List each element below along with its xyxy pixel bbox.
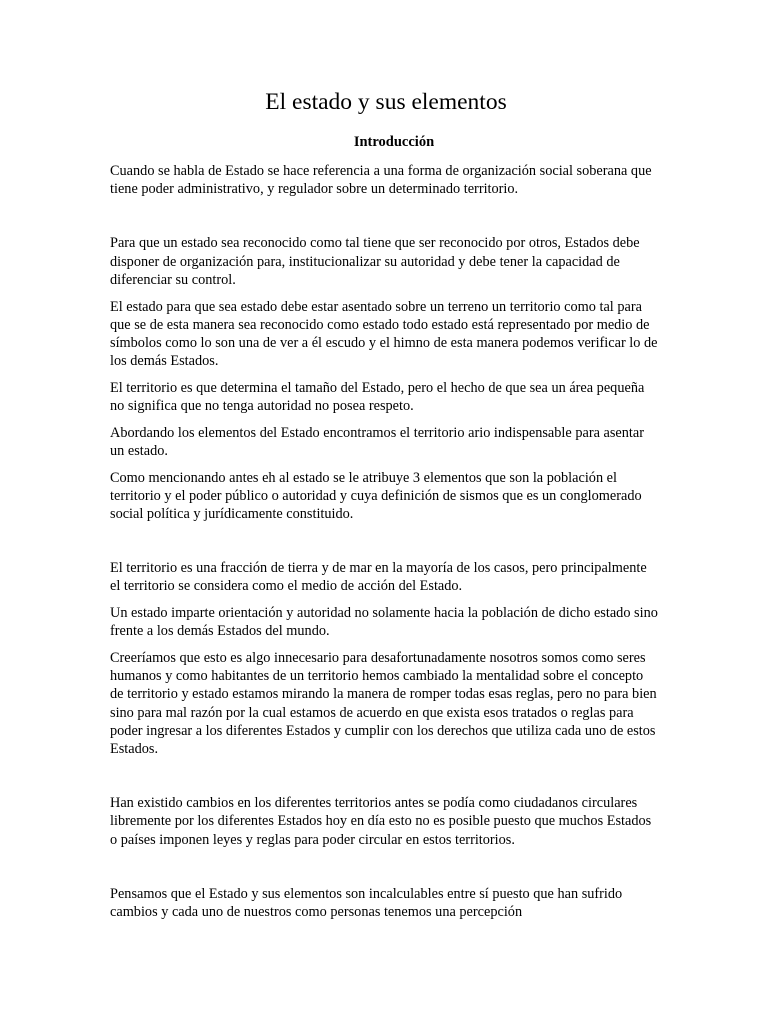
paragraph-3: El estado para que sea estado debe estar asentado sobre un terreno un territorio como tal para que se de esta manera sea reconocido como estado todo estado está representado por medio de símbolos como lo son una de ver a él escudo y el himno de esta manera podemos verificar lo de los demás Estados. (110, 298, 658, 370)
paragraph-8: Un estado imparte orientación y autoridad no solamente hacia la población de dicho estado sino frente a los demás Estados del mundo. (110, 605, 658, 640)
paragraph-5: Abordando los elementos del Estado encontramos el territorio ario indispensable para asentar un estado. (110, 424, 644, 459)
paragraph-2: Para que un estado sea reconocido como tal tiene que ser reconocido por otros, Estados debe disponer de organización para, institucionalizar su autoridad y debe tener la capacidad de diferenciar su control. (110, 235, 640, 288)
paragraph-10: Han existido cambios en los diferentes territorios antes se podía como ciudadanos circulares libremente por los diferentes Estados hoy en día esto no es posible puesto que muchos Estados o países imponen leyes y reglas para poder circular en estos territorios. (110, 795, 652, 848)
paragraph-6: Como mencionando antes eh al estado se le atribuye 3 elementos que son la población el territorio y el poder público o autoridad y cuya definición de sismos que es un conglomerado social política y jurídicamente constituido. (110, 469, 642, 523)
document-title: El estado y sus elementos (265, 89, 507, 115)
paragraph-4: El territorio es que determina el tamaño del Estado, pero el hecho de que sea un área pequeña no significa que no tenga autoridad no posea respeto. (110, 379, 645, 415)
paragraph-11: Pensamos que el Estado y sus elementos son incalculables entre sí puesto que han sufrido cambios y cada uno de nuestros como personas tenemos una percepción (110, 885, 623, 921)
paragraph-7: El territorio es una fracción de tierra y de mar en la mayoría de los casos, pero principalmente el territorio se considera como el medio de acción del Estado. (110, 560, 647, 595)
document-subtitle: Introducción (353, 134, 435, 150)
paragraph-9: Creeríamos que esto es algo innecesario para desafortunadamente nosotros somos como seres humanos y como habitantes de un territorio hemos cambiado la mentalidad sobre el concepto de territorio y estado estamos mirando la manera de romper todas esas reglas, pero no para bien sino para mal razón por la cual estamos de acuerdo en que exista esos tratados o reglas para poder ingresar a los diferentes Estados y cumplir con los derechos que utiliza cada uno de estos Estados. (110, 650, 657, 758)
paragraph-1: Cuando se habla de Estado se hace referencia a una forma de organización social soberana que tiene poder administrativo, y regulador sobre un determinado territorio. (110, 163, 652, 198)
document-page (110, 84, 658, 930)
